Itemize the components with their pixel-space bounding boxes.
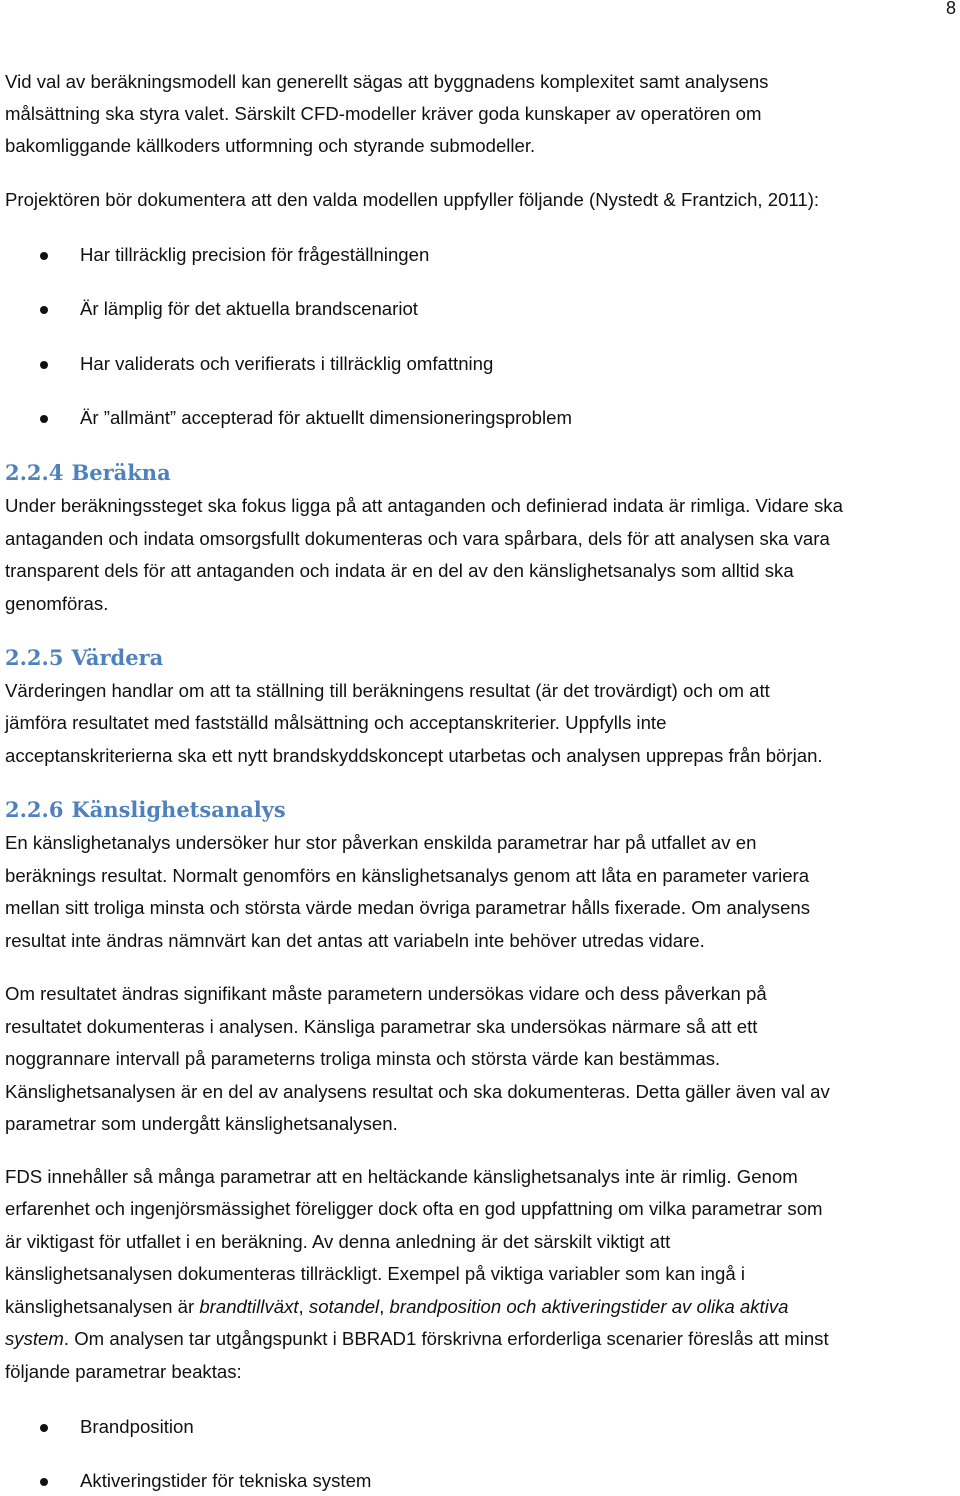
section-title: Värdera (71, 645, 164, 670)
bullet-icon (40, 415, 48, 423)
section-heading-2-2-5 (5, 647, 163, 668)
para7-line5: känslighetsanalysen är brandtillväxt, sotandel, brandposition och aktiveringstider av olika aktiva (5, 1296, 789, 1317)
para1-line2: målsättning ska styra valet. Särskilt CFD-modeller kräver goda kunskaper av operatören om (5, 103, 762, 124)
section-number: 2.2.6 (5, 797, 64, 822)
list-item-text: Är lämplig för det aktuella brandscenariot (80, 298, 418, 319)
para7-line1: FDS innehåller så många parametrar att en heltäckande känslighetsanalys inte är rimlig. Genom (5, 1166, 798, 1187)
page-number: 8 (945, 0, 956, 18)
para3-line3: transparent dels för att antaganden och indata är en del av den känslighetsanalys som alltid ska (5, 560, 794, 581)
para2-line1: Projektören bör dokumentera att den valda modellen uppfyller följande (Nystedt & Frantzich, 2011): (5, 189, 820, 210)
bullet-icon (40, 1478, 48, 1486)
section-heading-2-2-6 (5, 799, 286, 820)
para1-line3: bakomliggande källkoders utformning och styrande submodeller. (5, 135, 536, 156)
section-title: Beräkna (71, 460, 171, 485)
para1-line1: Vid val av beräkningsmodell kan generellt sägas att byggnadens komplexitet samt analysens (5, 71, 769, 92)
para5-line2: beräknings resultat. Normalt genomförs en känslighetsanalys genom att låta en parameter variera (5, 865, 810, 886)
para6-line4: Känslighetsanalysen är en del av analysens resultat och ska dokumenteras. Detta gäller även val av (5, 1081, 830, 1102)
bullet-icon (40, 252, 48, 260)
para5-line3: mellan sitt troliga minsta och största värde medan övriga parametrar hålls fixerade. Om analysens (5, 897, 811, 918)
para6-line5: parametrar som undergått känslighetsanalysen. (5, 1113, 398, 1134)
section-title: Känslighetsanalys (71, 797, 286, 822)
bullet-icon (40, 361, 48, 369)
para5-line4: resultat inte ändras nämnvärt kan det antas att variabeln inte behöver utredas vidare. (5, 930, 705, 951)
para5-line1: En känslighetanalys undersöker hur stor påverkan enskilda parametrar har på utfallet av en (5, 832, 757, 853)
para7-line6: system. Om analysen tar utgångspunkt i BBRAD1 förskrivna erforderliga scenarier föreslås att minst (5, 1328, 829, 1349)
para6-line1: Om resultatet ändras signifikant måste parametern undersökas vidare och dess påverkan på (5, 983, 767, 1004)
para3-line2: antaganden och indata omsorgsfullt dokumenteras och vara spårbara, dels för att analysen ska vara (5, 528, 830, 549)
list-item-text: Har tillräcklig precision för frågeställningen (80, 244, 430, 265)
para4-line3: acceptanskriterierna ska ett nytt brandskyddskoncept utarbetas och analysen upprepas från början. (5, 745, 823, 766)
para7-line3: är viktigast för utfallet i en beräkning. Av denna anledning är det särskilt viktigt att (5, 1231, 671, 1252)
list-item-text: Har validerats och verifierats i tillräcklig omfattning (80, 353, 494, 374)
section-number: 2.2.4 (5, 460, 64, 485)
para3-line4: genomföras. (5, 593, 109, 614)
section-heading-2-2-4 (5, 462, 171, 483)
para6-line3: noggrannare intervall på parameterns troliga minsta och största värde kan bestämmas. (5, 1048, 721, 1069)
para7-line7: följande parametrar beaktas: (5, 1361, 242, 1382)
list-item-text: Aktiveringstider för tekniska system (80, 1470, 372, 1491)
para3-line1: Under beräkningssteget ska fokus ligga på att antaganden och definierad indata är rimliga. Vidare ska (5, 495, 843, 516)
bullet-icon (40, 306, 48, 314)
bullet-icon (40, 1424, 48, 1432)
para4-line1: Värderingen handlar om att ta ställning till beräkningens resultat (är det trovärdigt) och om att (5, 680, 770, 701)
para7-line4: känslighetsanalysen dokumenteras tillräckligt. Exempel på viktiga variabler som kan ingå i (5, 1263, 745, 1284)
section-number: 2.2.5 (5, 645, 64, 670)
para7-line2: erfarenhet och ingenjörsmässighet föreligger dock ofta en god uppfattning om vilka parametrar som (5, 1198, 823, 1219)
list-item-text: Brandposition (80, 1416, 194, 1437)
para6-line2: resultatet dokumenteras i analysen. Känsliga parametrar ska undersökas närmare så att ett (5, 1016, 758, 1037)
list-item-text: Är ”allmänt” accepterad för aktuellt dimensioneringsproblem (80, 407, 572, 428)
para4-line2: jämföra resultatet med fastställd målsättning och acceptanskriterier. Uppfylls inte (5, 712, 667, 733)
